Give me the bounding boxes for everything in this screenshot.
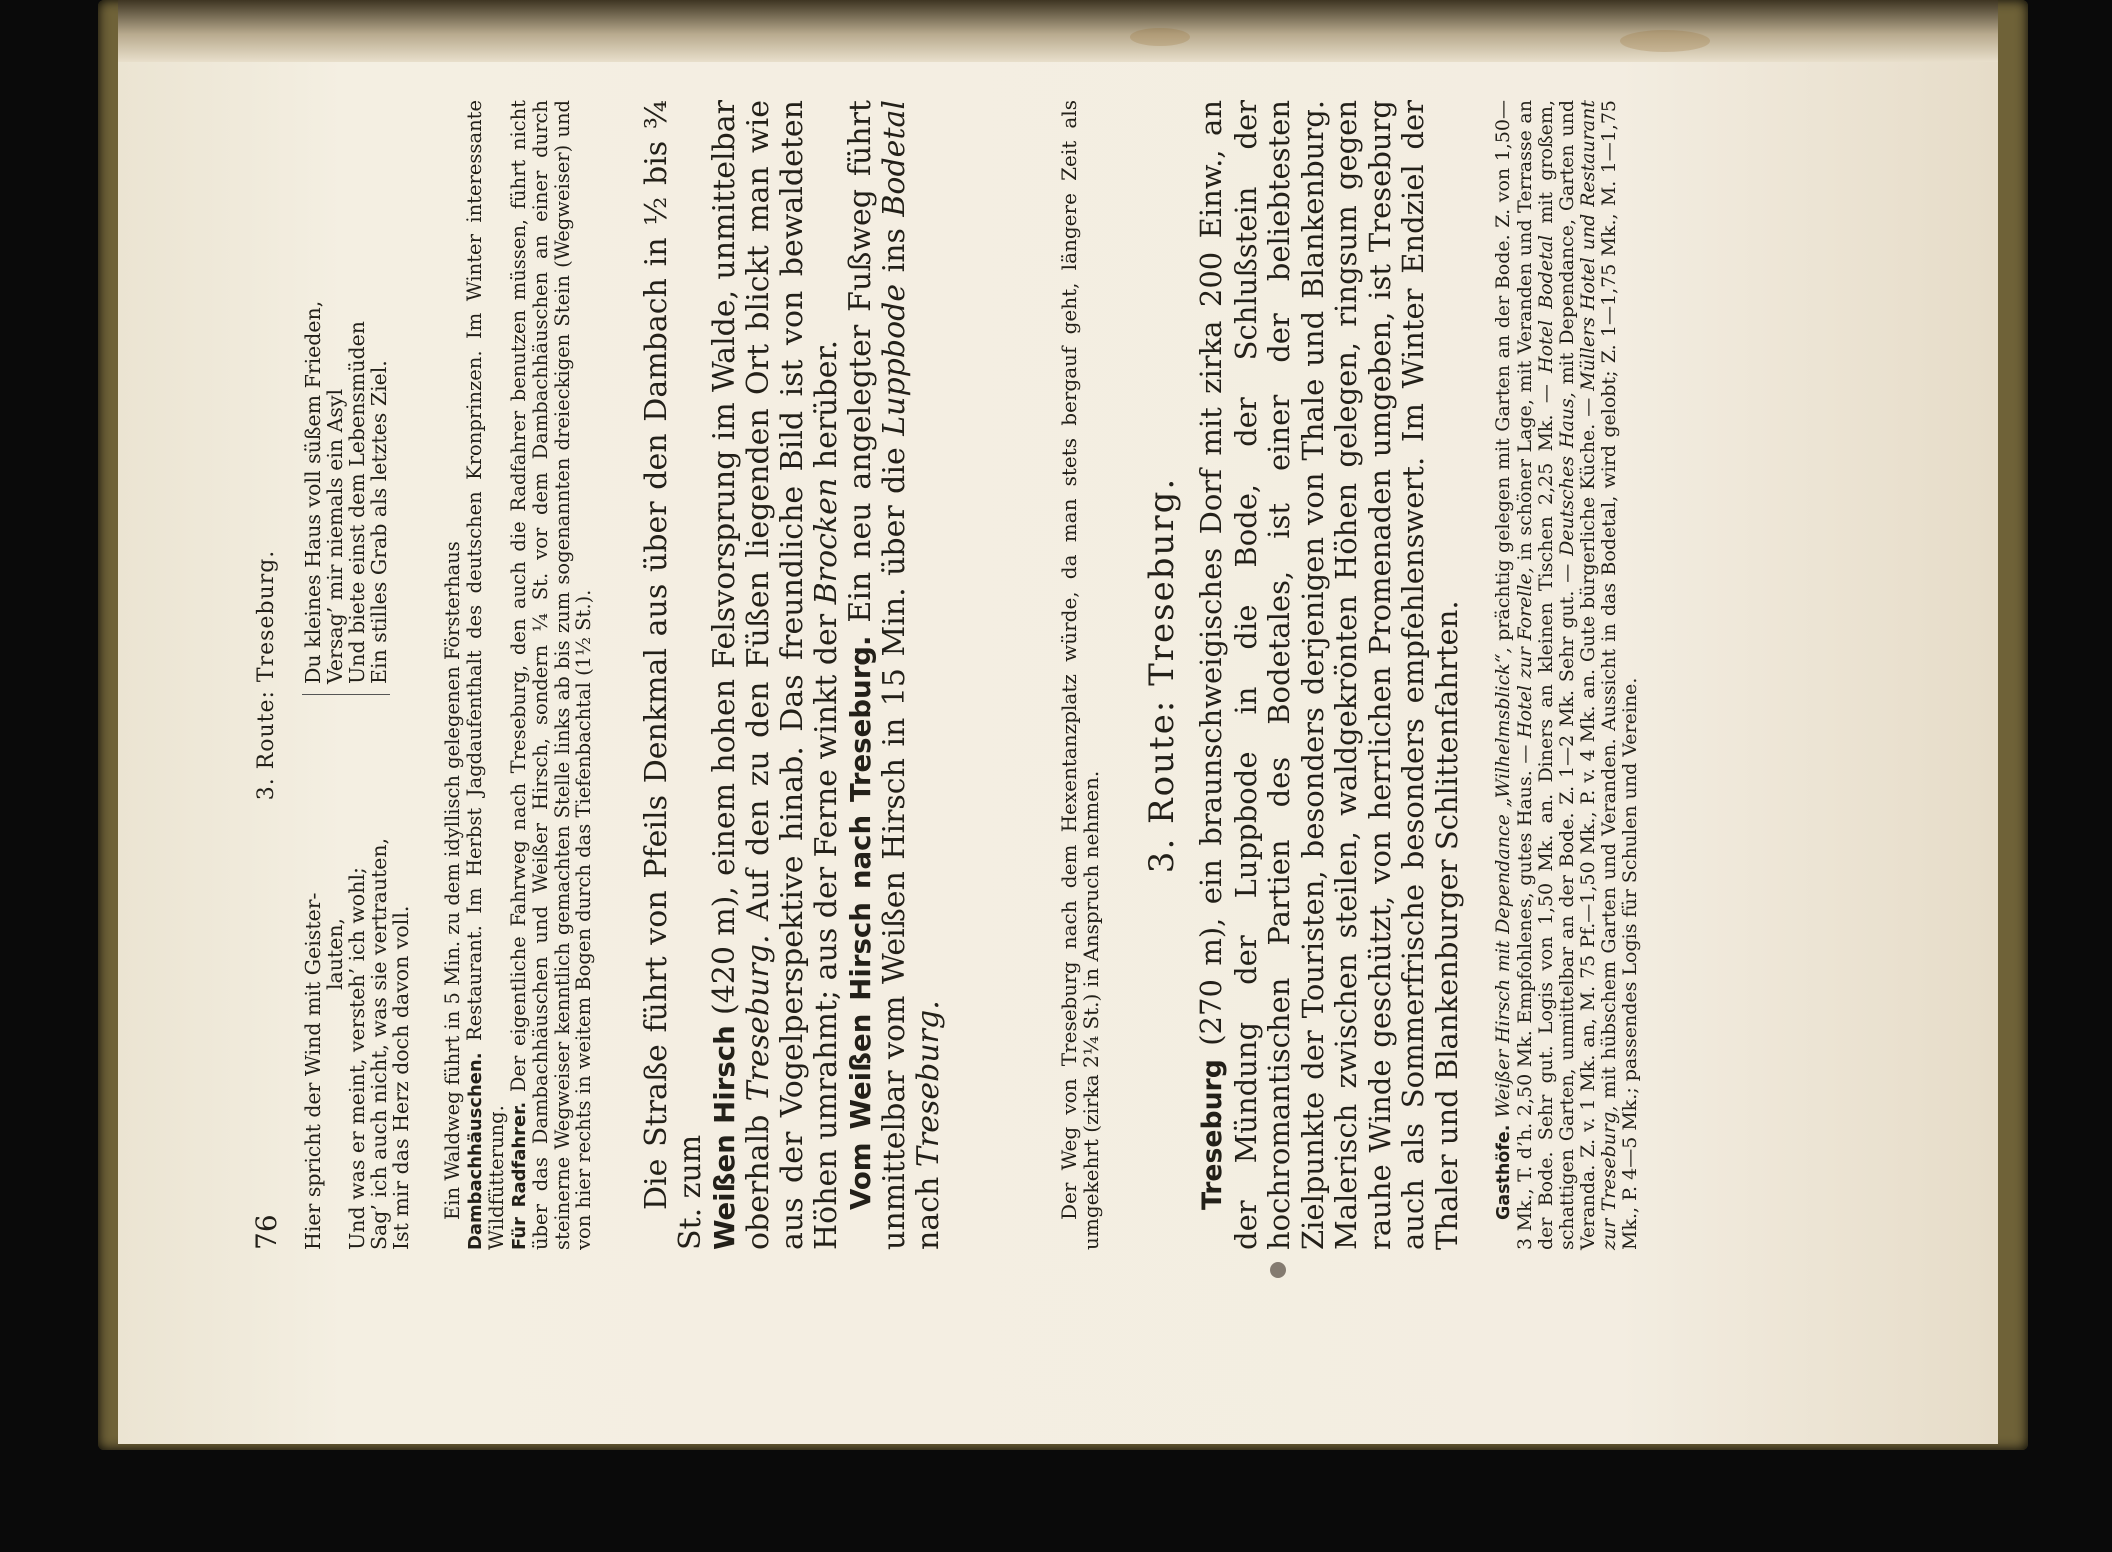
text-run: mit hübschem Garten und Veranden. Aussicht in das Bodetal, wird gelobt; Z. 1—1,75 Mk., M. 1—1,75 Mk., P. 4—5 Mk.; passendes Logis für Schulen und Vereine.: [1598, 100, 1641, 1250]
paragraph-title: Vom Weißen Hirsch nach Treseburg.: [844, 635, 877, 1210]
paragraph-text: Die Straße führt von Pfeils Denkmal aus über den Dambach in ½ bis ¾ St. zum: [639, 100, 708, 1250]
paragraph-treseburg: [1195, 100, 1464, 1250]
text-run: Brocken: [809, 477, 844, 605]
text-run: herüber.: [809, 339, 844, 469]
text-run: prächtig gelegen mit Garten an der Bode. Z. von 1,50—3 Mk., T. d’h. 2,50 Mk. Empfohlenes, gutes Haus. —: [1492, 99, 1536, 1250]
text-run: Müllers Hotel und Restaurant zur Treseburg,: [1577, 100, 1620, 1250]
poem-line: Du kleines Haus voll süßem Frieden,: [301, 300, 325, 684]
paragraph-waldweg: [442, 100, 595, 1250]
poem-line: Ein stilles Grab als letztes Ziel.: [367, 360, 391, 684]
text-run: ins: [877, 228, 912, 273]
paragraph-title: Weißen Hirsch: [708, 1025, 741, 1250]
paragraph-title: Gasthöfe.: [1494, 1124, 1514, 1220]
text-run: Weißer Hirsch mit Dependance „Wilhelmsblick“,: [1492, 647, 1514, 1118]
paragraph-gasthoefe: [1493, 100, 1641, 1250]
paragraph-text: Ein Waldweg führt in 5 Min. zu dem idyllisch gelegenen Försterhaus: [441, 541, 464, 1220]
text-run: Treseburg.: [911, 1000, 946, 1168]
header-title: 3. Route: Treseburg.: [254, 549, 279, 801]
text-run: Ein neu angelegter Fußweg führt unmittelbar vom Weißen Hirsch in 15 Min. über die: [843, 100, 912, 1250]
poem-line: Und was er meint, versteh’ ich wohl;: [345, 867, 369, 1250]
text-run: in schöner Lage, mit Veranden und Terrasse an der Bode. Sehr gut. Logis von 1,50 Mk. an. Diners an kleinen Tischen 2,25 Mk. —: [1514, 100, 1557, 1250]
paragraph-title: Dambachhäuschen.: [464, 1052, 486, 1250]
stain-mark: [1130, 28, 1190, 46]
paragraph-text: [708, 100, 844, 1250]
stain-mark: [1620, 30, 1710, 52]
text-run: (420 m), einem hohen Felsvorsprung im Walde, unmittelbar oberhalb: [707, 100, 776, 1250]
poem-line: lauten,: [323, 917, 347, 990]
poem-left-column: [302, 710, 412, 1250]
poem-right-column: [302, 124, 390, 695]
poem-line: Sag’ ich auch nicht, was sie vertrauten,: [367, 837, 391, 1250]
page-gutter: [118, 0, 1998, 62]
paragraph-radfahrer: [508, 100, 595, 1250]
text-run: nach: [911, 1176, 946, 1250]
page-text: [250, 100, 1950, 1250]
text-run: Hotel zur Forelle,: [1514, 567, 1536, 738]
paragraph-vom-weissen-hirsch: [844, 100, 946, 1250]
paragraph-hexentanzplatz: [1058, 100, 1102, 1250]
paragraph-text: Der eigentliche Fahrweg nach Treseburg, den auch die Radfahrer benutzen müssen, führt nicht über das Dambachhäuschen und Weißer Hirsch, sondern ¼ St. vor dem Dambachhäuschen an einer durch steinerne Wegweiser kenntlich gemachten Stelle links ab bis zum sogenannten dreieckigen Stein (Wegweiser) und von hier rechts in weitem Bogen durch das Tiefenbachtal (1½ St.).: [506, 100, 595, 1250]
poem-line: Und biete einst dem Lebensmüden: [345, 320, 369, 684]
text-run: (270 m), ein braunschweigisches Dorf mit zirka 200 Einw., an der Mündung der Luppbode in die Bode, der Schlußstein der hochromantischen Partien des Bodetales, ist einer der beliebtesten Zielpunkte der Touristen, besonders derjenigen von Thale und Blankenburg. Malerisch zwischen steilen, waldgekrönten Höhen gelegen, ringsum gegen rauhe Winde geschützt, von herrlichen Promenaden umgeben, ist Treseburg auch als Sommerfrische besonders empfehlenswert. Im Winter Endziel der Thaler und Blankenburger Schlittenfahrten.: [1194, 100, 1464, 1250]
paragraph-dambach: [464, 100, 508, 1250]
paragraph-text: [1195, 100, 1464, 1250]
paragraph-title: Treseburg: [1197, 1059, 1228, 1210]
paragraph-text: Der Weg von Treseburg nach dem Hexentanzplatz würde, da man stets bergauf geht, längere Zeit als umgekehrt (zirka 2¼ St.) in Anspruch nehmen.: [1057, 100, 1103, 1250]
running-header: [250, 100, 290, 1250]
poem: [302, 100, 434, 1250]
poem-line: Ist mir das Herz doch davon voll.: [389, 905, 413, 1250]
poem-line: Hier spricht der Wind mit Geister-: [301, 892, 325, 1250]
page-number: 76: [250, 1214, 283, 1250]
section-heading: 3. Route: Treseburg.: [1142, 476, 1182, 874]
text-run: Luppbode: [877, 283, 912, 436]
poem-line: Versag’ mir niemals ein Asyl: [323, 388, 347, 684]
paragraph-title: Für Radfahrer.: [508, 1101, 530, 1250]
text-run: Deutsches Haus,: [1556, 392, 1578, 556]
stain-mark: [1270, 1262, 1286, 1278]
paragraph-text: Restaurant. Im Herbst Jagdaufenthalt des deutschen Kronprinzen. Im Winter interessante Wildfütterung.: [462, 100, 508, 1250]
text-run: Bodetal: [877, 100, 912, 217]
paragraph-text: [1493, 100, 1641, 1250]
text-run: mit großem, schattigen Garten, unmittelbar an der Bode. Z. 1—2 Mk. Sehr gut. —: [1535, 100, 1578, 1250]
text-run: mit Dependance, Garten und Veranda. Z. v. 1 Mk. an, M. 75 Pf.—1,50 Mk., P. v. 4 Mk. an. Gute bürgerliche Küche. —: [1556, 100, 1599, 1250]
paragraph-weissen-hirsch: [640, 100, 946, 1250]
text-run: Auf den zu den Füßen liegenden Ort blickt man wie aus der Vogelperspektive hinab. Das freundliche Bild ist von bewaldeten Höhen umrahmt; aus der Ferne winkt der: [741, 100, 844, 1250]
text-run: Hotel Bodetal: [1535, 234, 1557, 373]
text-run: Treseburg.: [741, 934, 776, 1102]
